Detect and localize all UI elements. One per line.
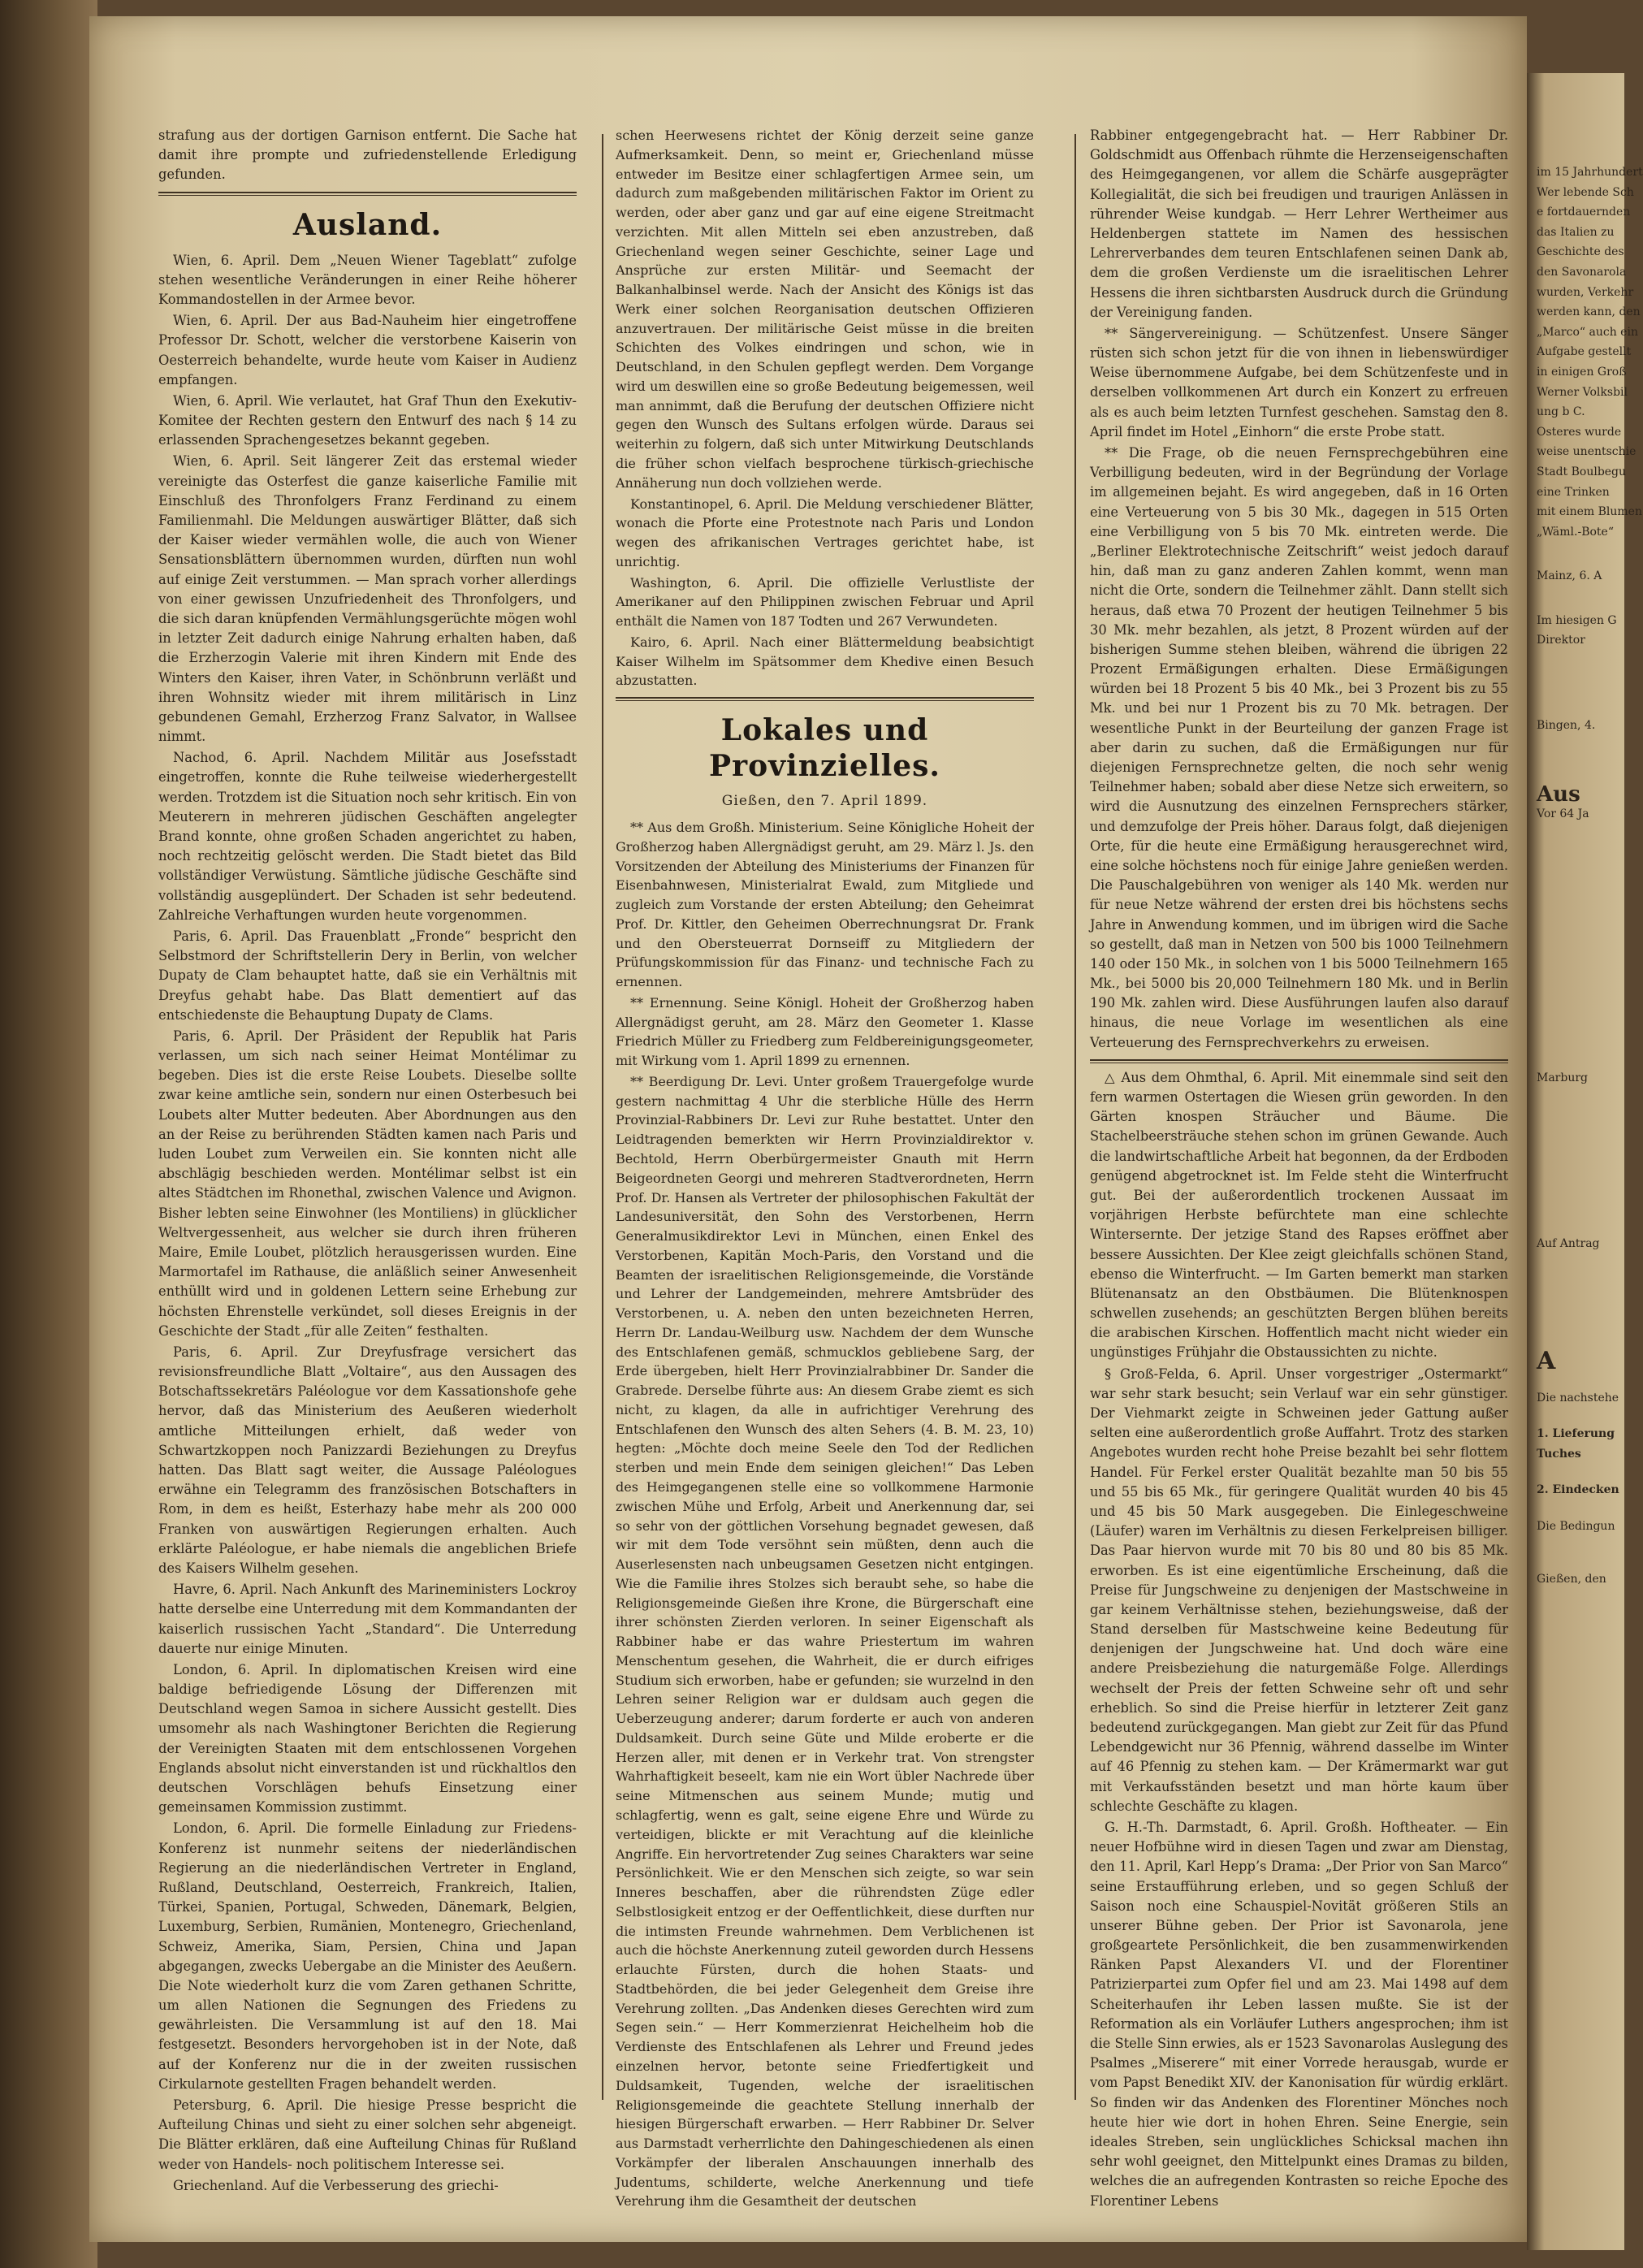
edge-line: werden kann, den — [1537, 305, 1641, 319]
news-item: London, 6. April. Die formelle Einladung zur Friedens-Konferenz ist nunmehr seitens der niederländischen Regierung an die niederländischen Vertreter in England, Rußland, Deutschland, Oesterreich, Frankreich, Italien, Türkei, Spanien, Portugal, Schweden, Dänemark, Belgien, Luxemburg, Serbien, Rumänien, Montenegro, Griechenland, Schweiz, Amerika, Siam, Persien, China und Japan abgegangen, zwecks Uebergabe an die Minister des Aeußern. Die Note wiederholt kurz die vom Zaren gethanen Schritte, um allen Nationen die Segnungen des Friedens zu gewährleisten. Die Versammlung ist auf den 18. Mai festgesetzt. Besonders hervorgehoben ist in der Note, daß auf der Konferenz nur die in der zweiten russischen Cirkularnote gestellten Fragen behandelt werden. — [158, 1820, 577, 2092]
section-rule — [616, 697, 1034, 701]
edge-line: eine Trinken — [1537, 485, 1610, 499]
news-item: ** Sängervereinigung. — Schützenfest. Unsere Sänger rüsten sich schon jetzt für die von ihnen in liebenswürdiger Weise übernommene Aufgabe, bei dem Schützenfeste und in derselben vollkommenen Art durch ein Konzert zu erfreuen als es auch beim letzten Turnfest geschehen. Samstag den 8. April findet im Hotel „Einhorn“ die erste Probe statt. — [1090, 325, 1508, 439]
news-item: Washington, 6. April. Die offizielle Verlustliste der Amerikaner auf den Philippinen zwischen Februar und April enthält die Namen von 187 Todten und 267 Verwundeten. — [616, 574, 1034, 630]
news-item: Paris, 6. April. Der Präsident der Republik hat Paris verlassen, um sich nach seiner Heimat Montélimar zu begeben. Dies ist die erste Reise Loubets. Dieselbe sollte zwar keine amtliche sein, sondern nur einen Osterbesuch bei Loubets alter Mutter bedeuten. Aber Abordnungen aus den an der Reise zu berührenden Städten kamen nach Paris und luden Loubet zum Verweilen ein. Sie konnten nicht alle abschlägig beschieden werden. Montélimar selbst ist ein altes Städtchen im Rhonethal, zwischen Valence und Avignon. Bisher lebten seine Einwohner (les Montiliens) in glücklicher Weltvergessenheit, aus welcher sie durch ihren früheren Maire, Emile Loubet, plötzlich herausgerissen wurden. Eine Marmortafel im Rathause, die anläßlich seiner Anwesenheit enthüllt wird und in goldenen Lettern seine Erhebung zur höchsten Ehrenstelle verkündet, soll dieses Ereignis in der Geschichte der Stadt „für alle Zeiten“ festhalten. — [158, 1028, 577, 1339]
column-1-intro: strafung aus der dortigen Garnison entfernt. Die Sache hat damit ihre prompte und zufriedenstellende Erledigung gefunden. — [158, 128, 577, 183]
news-item: ** Ernennung. Seine Königl. Hoheit der Großherzog haben Allergnädigst geruht, am 28. März den Geometer 1. Klasse Friedrich Müller zu Friedberg zum Feldbereinigungsgeometer, mit Wirkung vom 1. April 1899 zu ernennen. — [616, 994, 1034, 1069]
edge-line: Auf Antrag — [1537, 1237, 1600, 1251]
column-1 — [158, 126, 577, 2197]
edge-line: Im hiesigen G — [1537, 613, 1617, 627]
edge-line: Die nachstehe — [1537, 1391, 1619, 1405]
next-page-edge — [1527, 73, 1643, 2250]
news-item: Wien, 6. April. Der aus Bad-Nauheim hier eingetroffene Professor Dr. Schott, welcher die verstorbene Kaiserin von Oesterreich behandelte, wurde heute vom Kaiser in Audienz empfangen. — [158, 313, 577, 387]
news-item: Griechenland. Auf die Verbesserung des griechi- — [173, 2177, 499, 2193]
edge-line: Bingen, 4. — [1537, 719, 1596, 733]
edge-line: Aus — [1537, 781, 1580, 807]
news-item: § Groß-Felda, 6. April. Unser vorgestriger „Ostermarkt“ war sehr stark besucht; sein Verlauf war ein sehr günstiger. Der Viehmarkt zeigte in Schweinen jeder Gattung außer selten eine außerordentlich große Auffahrt. Trotz des starken Angebotes wurden recht hohe Preise bezahlt bei sehr flottem Handel. Für Ferkel erster Qualität bezahlte man 50 bis 55 und 55 bis 65 Mk., für geringere Qualität wurden 40 bis 45 und 45 bis 50 Mark ausgegeben. Die Einlegeschweine (Läufer) waren im Verhältnis zu diesen Ferkelpreisen billiger. Das Paar hiervon wurde mit 70 bis 80 und 80 bis 85 Mk. erworben. Es ist eine eigentümliche Erscheinung, daß die Preise für Jungschweine zu denjenigen der Mastschweine in gar keinem Verhältnisse stehen, beziehungsweise, daß der Stand derselben für Mastschweine keine Bedeutung für denjenigen der Jungschweine hat. Und doch wäre eine andere Preisbeziehung die naturgemäße Folge. Allerdings wechselt der Preis der fetten Schweine sehr oft und sehr erheblich. So sind die Preise hierfür in letzterer Zeit ganz bedeutend zurückgegangen. Man giebt zur Zeit für das Pfund Lebendgewicht nur 36 Pfennig, während dasselbe im Winter auf 46 Pfennig zu stehen kam. — Der Krämermarkt war gut mit Verkaufsständen besetzt und man hörte kaum über schlechte Geschäfte zu klagen. — [1090, 1366, 1508, 1814]
news-item: Nachod, 6. April. Nachdem Militär aus Josefsstadt eingetroffen, konnte die Ruhe teilweise wiederhergestellt werden. Trotzdem ist die Situation noch sehr kritisch. Ein von Meuterern in mehreren jüdischen Geschäften angelegter Brand konnte, ohne großen Schaden angerichtet zu haben, noch rechtzeitig gelöscht werden. Die Stadt bietet das Bild vollständiger Verwüstung. Sämtliche jüdische Geschäfte sind vollständig ausgeplündert. Der Schaden ist sehr bedeutend. Zahlreiche Verhaftungen wurden heute vorgenommen. — [158, 750, 577, 923]
edge-line: wurden, Verkehr — [1537, 285, 1634, 299]
edge-line: mit einem Blumen — [1537, 505, 1642, 519]
column-divider-1 — [602, 134, 603, 2100]
edge-line: Mainz, 6. A — [1537, 569, 1602, 583]
column-divider-2 — [1074, 134, 1076, 2100]
edge-line: im 15 Jahrhundert — [1537, 166, 1643, 179]
edge-line: Marburg — [1537, 1071, 1589, 1084]
edge-line: Gießen, den — [1537, 1572, 1606, 1586]
edge-line: 1. Lieferung — [1537, 1427, 1615, 1441]
edge-line: Stadt Boulbegu — [1537, 465, 1627, 478]
edge-line: Osteres wurde — [1537, 425, 1622, 439]
news-item: Wien, 6. April. Seit längerer Zeit das erstemal wieder vereinigte das Osterfest die ganze kaiserliche Familie mit Einschluß des Thronfolgers Franz Ferdinand zu einem Familienmahl. Die Meldungen auswärtiger Blätter, daß sich der Kaiser wieder vermählen wolle, die auch von Wiener Sensationsblättern übernommen wurden, dürften nun wohl auf einige Zeit verstummen. — Man sprach vorher allerdings von einer gewissen Unzufriedenheit des Thronfolgers, und die sich daran knüpfenden Vermählungsgerüchte mögen wohl in letzter Zeit dadurch einige Nahrung erhalten haben, daß die Erzherzogin Valerie mit ihren Kindern mit Ende des Winters den Kaiser, ihren Vater, in Schönbrunn verläßt und ihren Wohnsitz wieder mit ihrem militärisch in Linz gebundenen Gemahl, Erzherzog Franz Salvator, in Wallsee nimmt. — [158, 453, 577, 745]
edge-line: Aufgabe gestellt — [1537, 345, 1632, 359]
section-rule — [158, 192, 577, 196]
news-item: ** Die Frage, ob die neuen Fernsprechgebühren eine Verbilligung bedeuten, wird in der Begründung der Vorlage im allgemeinen bejaht. Es wird angegeben, daß in 16 Orten eine Verteuerung von 5 bis 30 Mk., dagegen in 515 Orten eine Verbilligung von 5 bis 70 Mk. eintreten werde. Die „Berliner Elektrotechnische Zeitschrift“ weist jedoch darauf hin, daß man zu ganz anderen Zahlen kommt, wenn man nicht die Orte, sondern die Teilnehmer zählt. Dann stellt sich heraus, daß etwa 70 Prozent der heutigen Teilnehmer 5 bis 30 Mk. mehr bezahlen, als jetzt, 8 Prozent würden auf der bisherigen Summe stehen bleiben, während die übrigen 22 Prozent Ermäßigungen erhalten. Diese Ermäßigungen würden bei 18 Prozent 5 bis 40 Mk., bei 3 Prozent bis zu 55 Mk. und bei nur 1 Prozent bis zu 70 Mk. betragen. Der wesentliche Punkt in der Beurteilung der ganzen Frage ist aber darin zu suchen, daß die Ermäßigungen nur für diejenigen Fernsprechnetze gelten, die noch sehr wenig Teilnehmer haben; sobald aber diese Netze sich erweitern, so wird die Ausnutzung des einzelnen Fernsprechers stärker, und demzufolge der Preis höher. Daraus folgt, daß diejenigen Orte, für die heute eine Ermäßigung herausgerechnet wird, eine solche höchstens noch für einige Jahre genießen werden. Die Pauschalgebühren von weniger als 140 Mk. werden nur für neue Netze während der ersten drei bis höchstens sechs Jahre in Anwendung kommen, und im übrigen wird die Sache so gestellt, daß man in Netzen von 500 bis 1000 Teilnehmern 140 oder 150 Mk., in solchen von 1 bis 5000 Teilnehmern 165 Mk., bei 5000 bis 20,000 Teilnehmern 180 Mk. und in Berlin 190 Mk. zahlen wird. Diese Ausführungen laufen also darauf hinaus, die neue Vorlage im wesentlichen als eine Verteuerung des Fernsprechverkehrs zu erweisen. — [1090, 445, 1508, 1050]
edge-line: Direktor — [1537, 634, 1585, 647]
news-item: Rabbiner entgegengebracht hat. — Herr Rabbiner Dr. Goldschmidt aus Offenbach rühmte die Herzenseigenschaften des Heimgegangenen, vor allem die Schärfe ausgeprägter Kollegialität, die sich bei freudigen und traurigen Anlässen in rührender Weise kundgab. — Herr Lehrer Wertheimer aus Heldenbergen stattete im Namen des hessischen Lehrerverbandes dem teuren Entschlafenen seinen Dank ab, dem die großen Verdienste um die israelitischen Lehrer Hessens die ihren sichtbarsten Ausdruck durch die Gründung der Vereinigung fanden. — [1090, 128, 1508, 320]
edge-line: „Wäml.-Bote“ — [1537, 525, 1614, 539]
edge-line: in einigen Groß — [1537, 365, 1627, 379]
news-item: G. H.-Th. Darmstadt, 6. April. Großh. Hoftheater. — Ein neuer Hofbühne wird in diesen Tagen und zwar am Dienstag, den 11. April, Karl Hepp’s Drama: „Der Prior von San Marco“ seine Erstaufführung erleben, und so gegen Schluß der Saison noch eine Schauspiel-Novität größeren Stils an unserer Bühne geben. Der Prior ist Savonarola, jene großgeartete Persönlichkeit, die ben zusammenwirkenden Ränken Papst Alexanders VI. und der Florentiner Patrizierpartei zum Opfer fiel und am 23. Mai 1498 auf dem Scheiterhaufen ihr Leben lassen mußte. Sie ist der Reformation als ein Vorläufer Luthers angesprochen; ihm ist die Stelle Sinn erwies, als er 1523 Savonarolas Auslegung des Psalmes „Miserere“ mit einer Vorrede herausgab, wurde er vom Papst Benedikt XIV. der Kanonisation für würdig erklärt. So finden wir das Andenken des Florentiner Mönches noch heute hier wie dort in hohen Ehren. Seine Energie, sein ideales Streben, sein unglückliches Schicksal machen ihn sehr wohl geeignet, den Mittelpunkt eines Dramas zu bilden, welches die an aufregenden Kontrasten so reiche Epoche des Florentiner Lebens — [1090, 1819, 1508, 2209]
edge-line: Wer lebende Sch — [1537, 185, 1634, 199]
edge-line: „Marco“ auch ein — [1537, 325, 1638, 339]
edge-line: den Savonarola — [1537, 265, 1627, 279]
news-item: ** Beerdigung Dr. Levi. Unter großem Trauergefolge wurde gestern nachmittag 4 Uhr die sterbliche Hülle des Herrn Provinzial-Rabbiners Dr. Levi zur Ruhe bestattet. Unter den Leidtragenden bemerkten wir Herrn Provinzialdirektor v. Bechtold, Herrn Oberbürgermeister Gnauth mit Herrn Beigeordneten Georgi und mehreren Stadtverordneten, Herrn Prof. Dr. Hansen als Vertreter der philosophischen Fakultät der Landesuniversität, den Sohn des Verstorbenen, Herrn Generalmusikdirektor Levi in München, einen Enkel des Verstorbenen, Kapitän Moch-Paris, den Vorstand und die Beamten der israelitischen Religionsgemeinde, die Vorstände und Lehrer der Landgemeinden, mehrere Amtsbrüder des Verstorbenen, u. A. neben den unten bezeichneten Herren, Herrn Dr. Landau-Weilburg usw. Nachdem der dem Wunsche des Entschlafenen gemäß, schmucklos gebliebene Sarg, der Erde übergeben, hielt Herr Provinzialrabbiner Dr. Sander die Grabrede. Derselbe führte aus: An diesem Grabe ziemt es sich nicht, zu klagen, da alle in aufrichtiger Verehrung des Entschlafenen den Wunsch des alten Sehers (4. B. M. 23, 10) hegten: „Möchte doch meine Seele den Tod der Redlichen sterben und mein Ende dem seinigen gleichen!“ Das Leben des Heimgegangenen stelle eine so vollkommene Harmonie zwischen Mühe und Erfolg, Arbeit und Anerkennung dar, sei so sehr von der göttlichen Vorsehung begnadet gewesen, daß wir mit dem Tode versöhnt sein müßten, denn auch die Auserlesensten nach unbeugsamen Gesetzen nicht entgingen. Wie die Familie ihres Stolzes sich beraubt sehe, so habe die Religionsgemeinde Gießen ihre Krone, die Bürgerschaft eine ihrer schönsten Zierden verloren. In seiner Eigenschaft als Rabbiner habe er das wahre Priestertum im wahren Menschentum gesehen, die Wahrheit, die er durch eifriges Studium sich erworben, habe er gefunden; sie wurzelnd in den Lehren seiner Religion war er duldsam auch gegen die Ueberzeugung anderer; darum forderte er auch von anderen Duldsamkeit. Durch seine Güte und Milde eroberte er die Herzen aller, mit denen er in Verkehr trat. Von strengster Wahrhaftigkeit beseelt, kam nie ein Wort übler Nachrede über seine Mitmenschen aus seinem Munde; mutig und schlagfertig, wenn es galt, seine eigene Ehre und Würde zu verteidigen, blickte er mit Verachtung auf die kleinliche Angriffe. Ein hervortretender Zug seines Charakters war seine Persönlichkeit. Wie er den Menschen sich zeigte, so war sein Inneres beschaffen, aber die rührendsten Züge edler Selbstlosigkeit entzog er der Oeffentlichkeit, diese durften nur die intimsten Freunde wahrnehmen. Dem Verblichenen ist auch die höchste Anerkennung zuteil geworden durch Hessens erlauchte Fürsten, durch die hohen Staats- und Stadtbehörden, die bei jeder Gelegenheit dem Greise ihre Verehrung zollten. „Das Andenken dieses Gerechten wird zum Segen sein.“ — Herr Kommerzienrat Heichelheim hob die Verdienste des Entschlafenen als Lehrer und Freund jedes einzelnen hervor, betonte seine Friedfertigkeit und Duldsamkeit, Tugenden, welche der israelitischen Religionsgemeinde die geachtete Stellung innerhalb der hiesigen Bürgerschaft erwarben. — Herr Rabbiner Dr. Selver aus Darmstadt verherrlichte den Dahingeschiedenen als einen Vorkämpfer der liberalen Anschauungen innerhalb des Judentums, schilderte, welche Anerkennung und tiefe Verehrung ihm die Gesamtheit der deutschen — [616, 1073, 1034, 2210]
section-title-ausland: Ausland. — [292, 207, 443, 242]
news-item: Paris, 6. April. Zur Dreyfusfrage versichert das revisionsfreundliche Blatt „Voltaire“, aus den Aussagen des Botschaftssekretärs Paléologue vor dem Kassationshofe gehe hervor, daß das Ministerium des Aeußeren wiederholt amtliche Mitteilungen erhielt, daß weder von Schwartzkoppen noch Panizzardi Beziehungen zu Dreyfus hatten. Das Blatt sagt weiter, die Aussage Paléologues erwähne ein Telegramm des französischen Botschafters in Rom, in dem es heißt, Esterhazy habe mehr als 200 000 Franken von auswärtigen Regierungen erhalten. Auch erklärte Paléologue, er habe niemals die angeblichen Briefe des Kaisers Wilhelm gesehen. — [158, 1344, 577, 1576]
edge-line: Werner Volksbil — [1537, 385, 1628, 399]
edge-line: A — [1537, 1347, 1556, 1376]
news-item: ** Aus dem Großh. Ministerium. Seine Königliche Hoheit der Großherzog haben Allergnädigst geruht, am 29. März l. Js. den Vorsitzenden der Abteilung des Ministeriums der Finanzen für Eisenbahnwesen, Ministerialrat Ewald, zum Mitgliede und zugleich zum Vorstande der ersten Abteilung; den Geheimrat Prof. Dr. Kittler, den Geheimen Oberrechnungsrat Dr. Frank und den Obersteuerrat Dornseiff zu Mitgliedern der Prüfungskommission für das Finanz- und technische Fach zu ernennen. — [616, 819, 1034, 990]
news-item: Wien, 6. April. Wie verlautet, hat Graf Thun den Exekutiv-Komitee der Rechten gestern den Entwurf des nach § 14 zu erlassenden Sprachengesetzes bekannt gegeben. — [158, 392, 577, 448]
edge-line: e fortdauernden — [1537, 206, 1631, 219]
column-3 — [1090, 126, 1508, 2213]
section-rule — [1090, 1059, 1508, 1063]
edge-line: das Italien zu — [1537, 225, 1615, 239]
edge-line: Die Bedingun — [1537, 1520, 1615, 1533]
news-item: Wien, 6. April. Dem „Neuen Wiener Tageblatt“ zufolge stehen wesentliche Veränderungen in einer Reihe höherer Kommandostellen in der Armee bevor. — [158, 252, 577, 307]
news-item: London, 6. April. In diplomatischen Kreisen wird eine baldige befriedigende Lösung der Differenzen mit Deutschland wegen Samoa in sichere Aussicht gestellt. Dies umsomehr als nach Washingtoner Berichten die Regierung der Vereinigten Staaten mit dem entschlossenen Vorgehen Englands absolut nicht einverstanden ist und rückhaltlos den deutschen Vorschlägen behufs Einsetzung einer gemeinsamen Kommission zustimmt. — [158, 1661, 577, 1816]
edge-line: weise unentschie — [1537, 445, 1637, 459]
news-item: Kairo, 6. April. Nach einer Blättermeldung beabsichtigt Kaiser Wilhelm im Spätsommer dem Khedive einen Besuch abzustatten. — [616, 634, 1034, 689]
dateline: Gießen, den 7. April 1899. — [721, 793, 928, 810]
news-item: Paris, 6. April. Das Frauenblatt „Fronde“ bespricht den Selbstmord der Schriftstellerin Dery in Berlin, von welcher Dupaty de Clam behauptet hatte, daß sie ein Verhältnis mit Dreyfus gehabt habe. Das Blatt dementiert auf das entschiedenste die Behauptung Dupaty de Clams. — [158, 928, 577, 1023]
edge-line: ung b C. — [1537, 405, 1585, 419]
book-binding-left — [0, 0, 97, 2268]
edge-line: Tuches — [1537, 1447, 1581, 1461]
column-2 — [616, 126, 1034, 2213]
edge-line: Geschichte des — [1537, 245, 1624, 259]
news-item: Havre, 6. April. Nach Ankunft des Marineministers Lockroy hatte derselbe eine Unterredung mit dem Kommandanten der kaiserlich russischen Yacht „Standard“. Die Unterredung dauerte nur einige Minuten. — [158, 1582, 577, 1656]
edge-line: 2. Eindecken — [1537, 1483, 1619, 1497]
news-item: △ Aus dem Ohmthal, 6. April. Mit einemmale sind seit den fern warmen Ostertagen die Wiesen grün geworden. In den Gärten knospen Sträucher und Bäume. Die Stachelbeersträuche stehen schon im grünen Gewande. Auch die landwirtschaftliche Arbeit hat begonnen, da der Erdboden genügend abgetrocknet ist. Im Felde steht die Winterfrucht gut. Bei der außerordentlich trockenen Aussaat im vorjährigen Herbste befürchtete man eine schlechte Wintersernte. Der jetzige Stand des Rapses eröffnet aber bessere Aussichten. Der Klee zeigt gleichfalls schönen Stand, ebenso die Winterfrucht. — Im Garten bemerkt man starken Blütenansatz an den Obstbäumen. Die Blütenknospen schwellen zusehends; an geschützten Bergen blühen bereits die arabischen Kirschen. Hoffentlich macht nicht wieder ein ungünstiges Frühjahr die Obstaussichten zu nichte. — [1090, 1069, 1508, 1361]
news-item: Petersburg, 6. April. Die hiesige Presse bespricht die Aufteilung Chinas und sieht zu einer solchen sehr abgeneigt. Die Blätter erklären, daß eine Aufteilung Chinas für Rußland weder von Handels- noch politischem Interesse sei. — [158, 2097, 577, 2172]
news-item: Konstantinopel, 6. April. Die Meldung verschiedener Blätter, wonach die Pforte eine Protestnote nach Paris und London wegen des afrikanischen Vertrages gerichtet habe, ist unrichtig. — [616, 496, 1034, 569]
news-item: schen Heerwesens richtet der König derzeit seine ganze Aufmerksamkeit. Denn, so meint er, Griechenland müsse entweder im Besitze einer schlagfertigen Armee sein, um dadurch zum maßgebenden militärischen Faktor im Orient zu werden, oder aber ganz und gar auf eine eigene Streitmacht verzichten. Mit allen Mitteln sei eben anzustreben, daß Griechenland wegen seiner Geschichte, seiner Lage und Ansprüche zur ersten Militär- und Seemacht der Balkanhalbinsel werde. Nach der Ansicht des Königs ist das Werk einer solchen Reorganisation deutschen Offizieren anzuvertrauen. Der militärische Geist müsse in die breiten Schichten des Volkes eindringen und schon, wie in Deutschland, in den Schulen gepflegt werden. Dem Vorgange wird um deswillen eine so große Bedeutung beigemessen, weil man annimmt, daß die Berufung der deutschen Offiziere nicht gegen den Wunsch des Sultans erfolgen würde. Daraus sei weiterhin zu folgern, daß sich unter Mitwirkung Deutschlands die früher schon vielfach besprochene türkisch-griechische Annäherung nun doch vollziehen werde. — [616, 128, 1034, 491]
section-title-lokales: Lokales und Provinzielles. — [709, 713, 940, 784]
edge-line: Vor 64 Ja — [1537, 807, 1589, 821]
